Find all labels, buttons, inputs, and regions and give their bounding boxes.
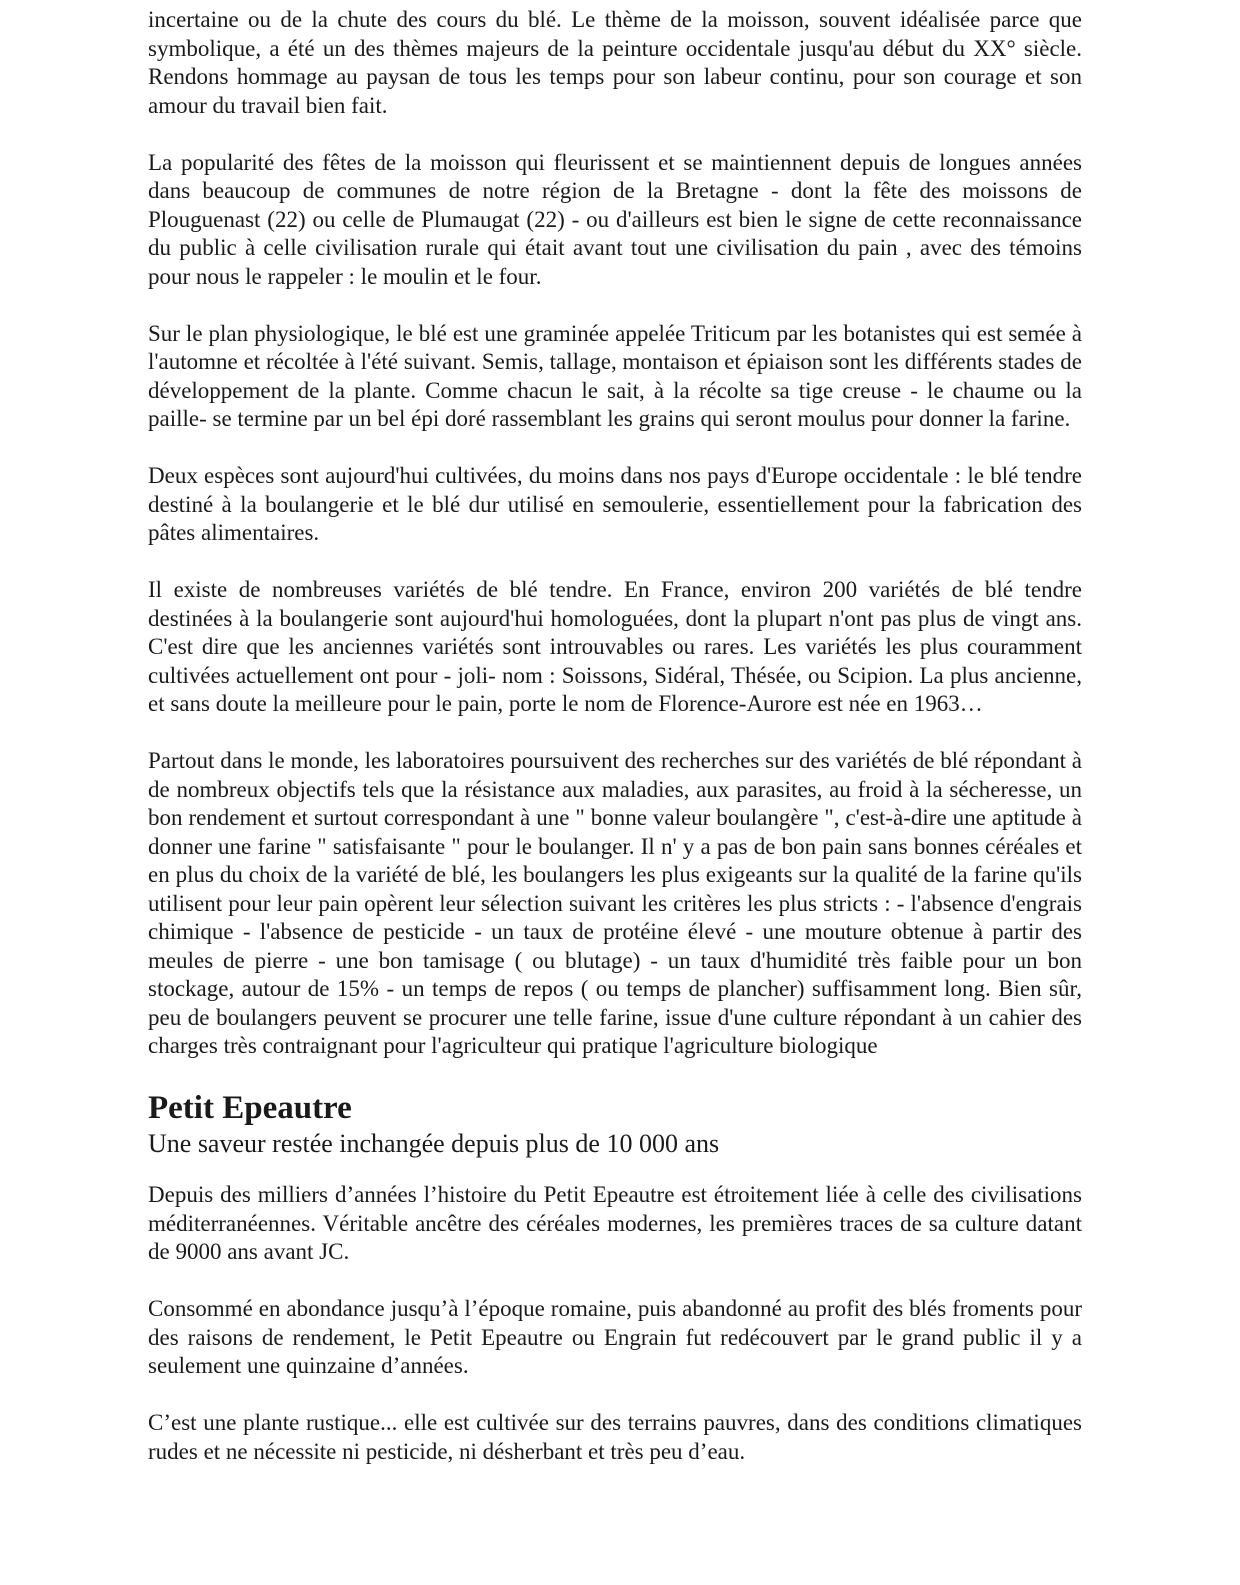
- paragraph-harvest-festivals: La popularité des fêtes de la moisson qui fleurissent et se maintiennent depuis de longues années dans beaucoup de communes de notre région de la Bretagne - dont la fête des moissons de Plouguenast (22) ou celle de Plumaugat (22) - ou d'ailleurs est bien le signe de cette reconnaissance du public à celle civilisation rurale qui était avant tout une civilisation du pain , avec des témoins pour nous le rappeler : le moulin et le four.: [148, 149, 1082, 289]
- paragraph-spelt-rediscovery: Consommé en abondance jusqu’à l’époque romaine, puis abandonné au profit des blés froments pour des raisons de rendement, le Petit Epeautre ou Engrain fut redécouvert par le grand public il y a seulement une quinzaine d’années.: [148, 1296, 1082, 1378]
- section-title: Petit Epeautre: [148, 1090, 352, 1126]
- paragraph-wheat-species: Deux espèces sont aujourd'hui cultivées, du moins dans nos pays d'Europe occidentale : le blé tendre destiné à la boulangerie et le blé dur utilisé en semoulerie, essentiellement pour la fabrication des pâtes alimentaires.: [148, 463, 1082, 545]
- paragraph-wheat-physiology: Sur le plan physiologique, le blé est une graminée appelée Triticum par les botanistes qui est semée à l'automne et récoltée à l'été suivant. Semis, tallage, montaison et épiaison sont les différents stades de développement de la plante. Comme chacun le sait, à la récolte sa tige creuse - le chaume ou la paille- se termine par un bel épi doré rassemblant les grains qui seront moulus pour donner la farine.: [148, 320, 1082, 431]
- section-subtitle: Une saveur restée inchangée depuis plus de 10 000 ans: [148, 1129, 720, 1158]
- document-page: [148, 6, 1082, 1466]
- paragraph-harvest-theme: incertaine ou de la chute des cours du blé. Le thème de la moisson, souvent idéalisée parce que symbolique, a été un des thèmes majeurs de la peinture occidentale jusqu'au début du XX° siècle. Rendons hommage au paysan de tous les temps pour son labeur continu, pour son courage et son amour du travail bien fait.: [148, 7, 1082, 118]
- paragraph-wheat-varieties: Il existe de nombreuses variétés de blé tendre. En France, environ 200 variétés de blé tendre destinées à la boulangerie sont aujourd'hui homologuées, dont la plupart n'ont pas plus de vingt ans. C'est dire que les anciennes variétés sont introuvables ou rares. Les variétés les plus couramment cultivées actuellement ont pour - joli- nom : Soissons, Sidéral, Thésée, ou Scipion. La plus ancienne, et sans doute la meilleure pour le pain, porte le nom de Florence-Aurore est née en 1963…: [148, 577, 1082, 716]
- paragraph-spelt-history: Depuis des milliers d’années l’histoire du Petit Epeautre est étroitement liée à celle des civilisations méditerranéennes. Véritable ancêtre des céréales modernes, les premières traces de sa culture datant de 9000 ans avant JC.: [148, 1182, 1082, 1264]
- paragraph-wheat-research: Partout dans le monde, les laboratoires poursuivent des recherches sur des variétés de blé répondant à de nombreux objectifs tels que la résistance aux maladies, aux parasites, au froid à la sécheresse, un bon rendement et surtout correspondant à une " bonne valeur boulangère ", c'est-à-dire une aptitude à donner une farine " satisfaisante " pour le boulanger. Il n' y a pas de bon pain sans bonnes céréales et en plus du choix de la variété de blé, les boulangers les plus exigeants sur la qualité de la farine qu'ils utilisent pour leur pain opèrent leur sélection suivant les critères les plus stricts : - l'absence d'engrais chimique - l'absence de pesticide - un taux de protéine élevé - une mouture obtenue à partir des meules de pierre - une bon tamisage ( ou blutage) - un taux d'humidité très faible pour un bon stockage, autour de 15% - un temps de repos ( ou temps de plancher) suffisamment long. Bien sûr, peu de boulangers peuvent se procurer une telle farine, issue d'une culture répondant à un cahier des charges très contraignant pour l'agriculteur qui pratique l'agriculture biologique: [148, 748, 1082, 1058]
- paragraph-spelt-rustic: C’est une plante rustique... elle est cultivée sur des terrains pauvres, dans des conditions climatiques rudes et ne nécessite ni pesticide, ni désherbant et très peu d’eau.: [148, 1410, 1082, 1464]
